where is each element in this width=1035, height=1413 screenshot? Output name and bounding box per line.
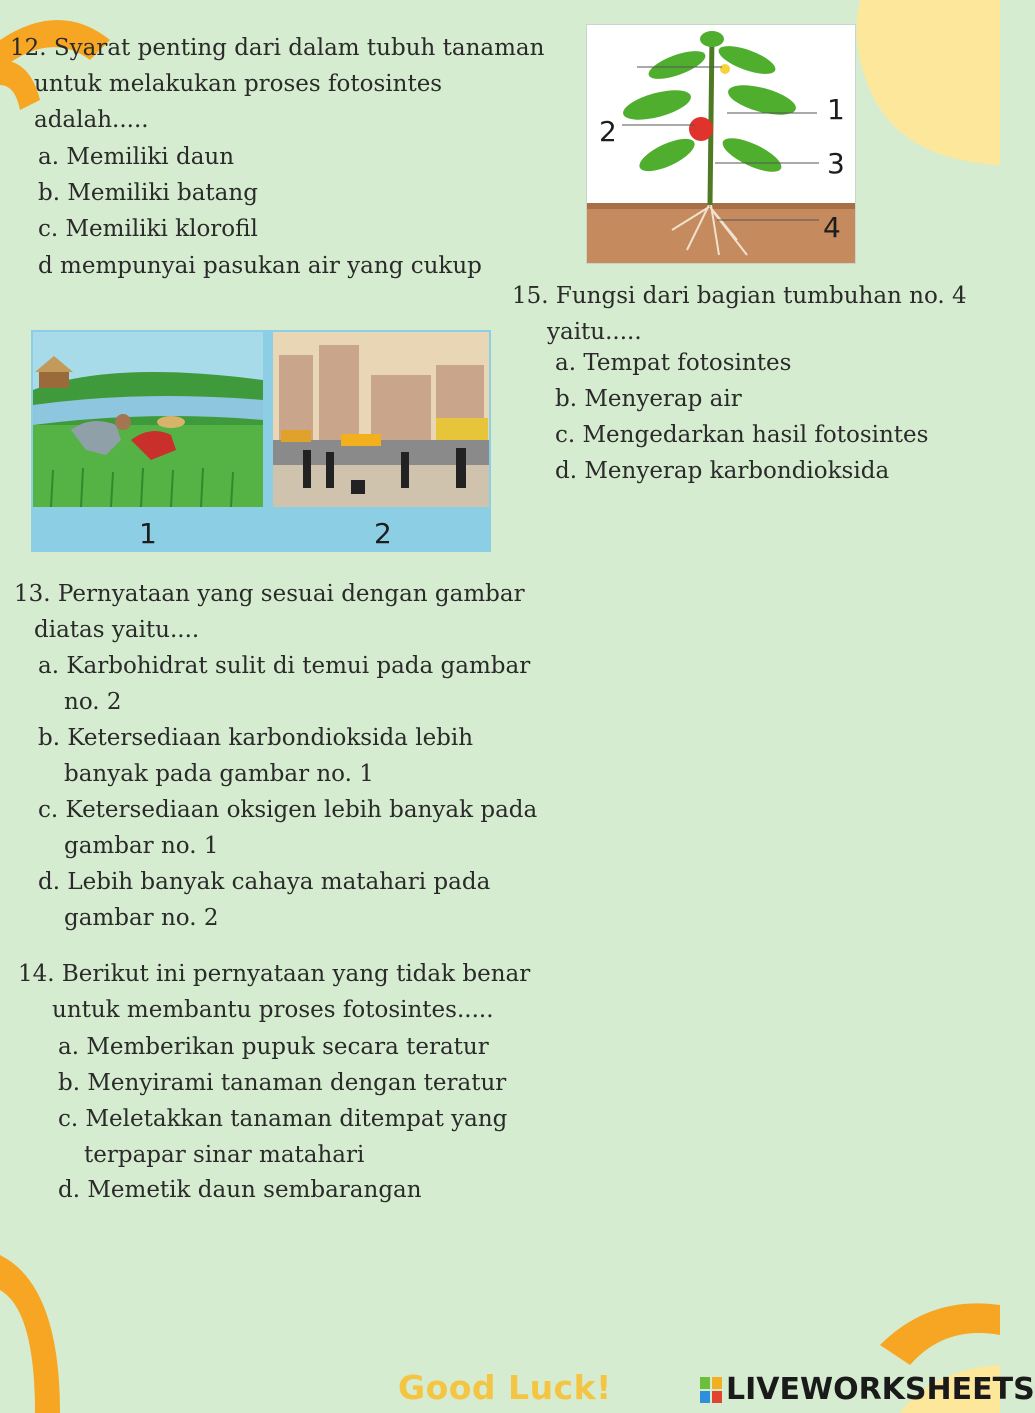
corner-decoration-top-right bbox=[840, 0, 1000, 170]
question-text: 12. Syarat penting dari dalam tubuh tanaman bbox=[10, 35, 545, 61]
option-d: d. Lebih banyak cahaya matahari pada bbox=[38, 869, 491, 895]
option-a: a. Tempat fotosintes bbox=[555, 350, 792, 376]
option-a: a. Karbohidrat sulit di temui pada gambar bbox=[38, 653, 531, 679]
plant-label-2: 2 bbox=[599, 115, 617, 148]
option-a-continued: no. 2 bbox=[64, 689, 122, 715]
question-text: diatas yaitu.... bbox=[34, 617, 200, 643]
option-d: d mempunyai pasukan air yang cukup bbox=[38, 253, 482, 279]
option-c: c. Ketersediaan oksigen lebih banyak pada bbox=[38, 797, 538, 823]
option-b: b. Memiliki batang bbox=[38, 180, 258, 206]
corner-decoration-bottom-left bbox=[0, 1255, 80, 1413]
tomato-plant-drawing bbox=[587, 25, 855, 263]
scene-label-2: 2 bbox=[374, 517, 392, 550]
question-text: adalah..... bbox=[34, 107, 149, 133]
brand-name: LIVEWORKSHEETS bbox=[726, 1372, 1035, 1407]
plant-label-1: 1 bbox=[827, 93, 845, 126]
good-luck-text: Good Luck! bbox=[398, 1368, 612, 1407]
scene-label-1: 1 bbox=[139, 517, 157, 550]
question-text: untuk membantu proses fotosintes..... bbox=[52, 997, 494, 1023]
option-b: b. Menyirami tanaman dengan teratur bbox=[58, 1070, 507, 1096]
option-b: b. Ketersediaan karbondioksida lebih bbox=[38, 725, 474, 751]
tomato-plant-image bbox=[586, 24, 856, 264]
option-c-continued: gambar no. 1 bbox=[64, 833, 219, 859]
option-c-continued: terpapar sinar matahari bbox=[84, 1142, 365, 1168]
option-a: a. Memberikan pupuk secara teratur bbox=[58, 1034, 489, 1060]
option-d: d. Memetik daun sembarangan bbox=[58, 1177, 422, 1203]
option-c: c. Meletakkan tanaman ditempat yang bbox=[58, 1106, 508, 1132]
option-b: b. Menyerap air bbox=[555, 386, 742, 412]
comparison-scene-image bbox=[31, 330, 491, 552]
option-c: c. Memiliki klorofil bbox=[38, 216, 258, 242]
option-d: d. Menyerap karbondioksida bbox=[555, 458, 890, 484]
option-a: a. Memiliki daun bbox=[38, 144, 235, 170]
question-text: 14. Berikut ini pernyataan yang tidak benar bbox=[18, 961, 531, 987]
option-c: c. Mengedarkan hasil fotosintes bbox=[555, 422, 929, 448]
plant-label-3: 3 bbox=[827, 147, 845, 180]
question-text: yaitu..... bbox=[547, 319, 642, 345]
option-d-continued: gambar no. 2 bbox=[64, 905, 219, 931]
question-text: untuk melakukan proses fotosintes bbox=[34, 71, 443, 97]
plant-label-4: 4 bbox=[823, 211, 841, 244]
scene-drawing bbox=[31, 330, 491, 552]
question-text: 13. Pernyataan yang sesuai dengan gambar bbox=[14, 581, 525, 607]
option-b-continued: banyak pada gambar no. 1 bbox=[64, 761, 374, 787]
liveworksheets-icon bbox=[700, 1377, 722, 1403]
question-text: 15. Fungsi dari bagian tumbuhan no. 4 bbox=[512, 283, 967, 309]
liveworksheets-logo[interactable] bbox=[700, 1372, 1035, 1407]
